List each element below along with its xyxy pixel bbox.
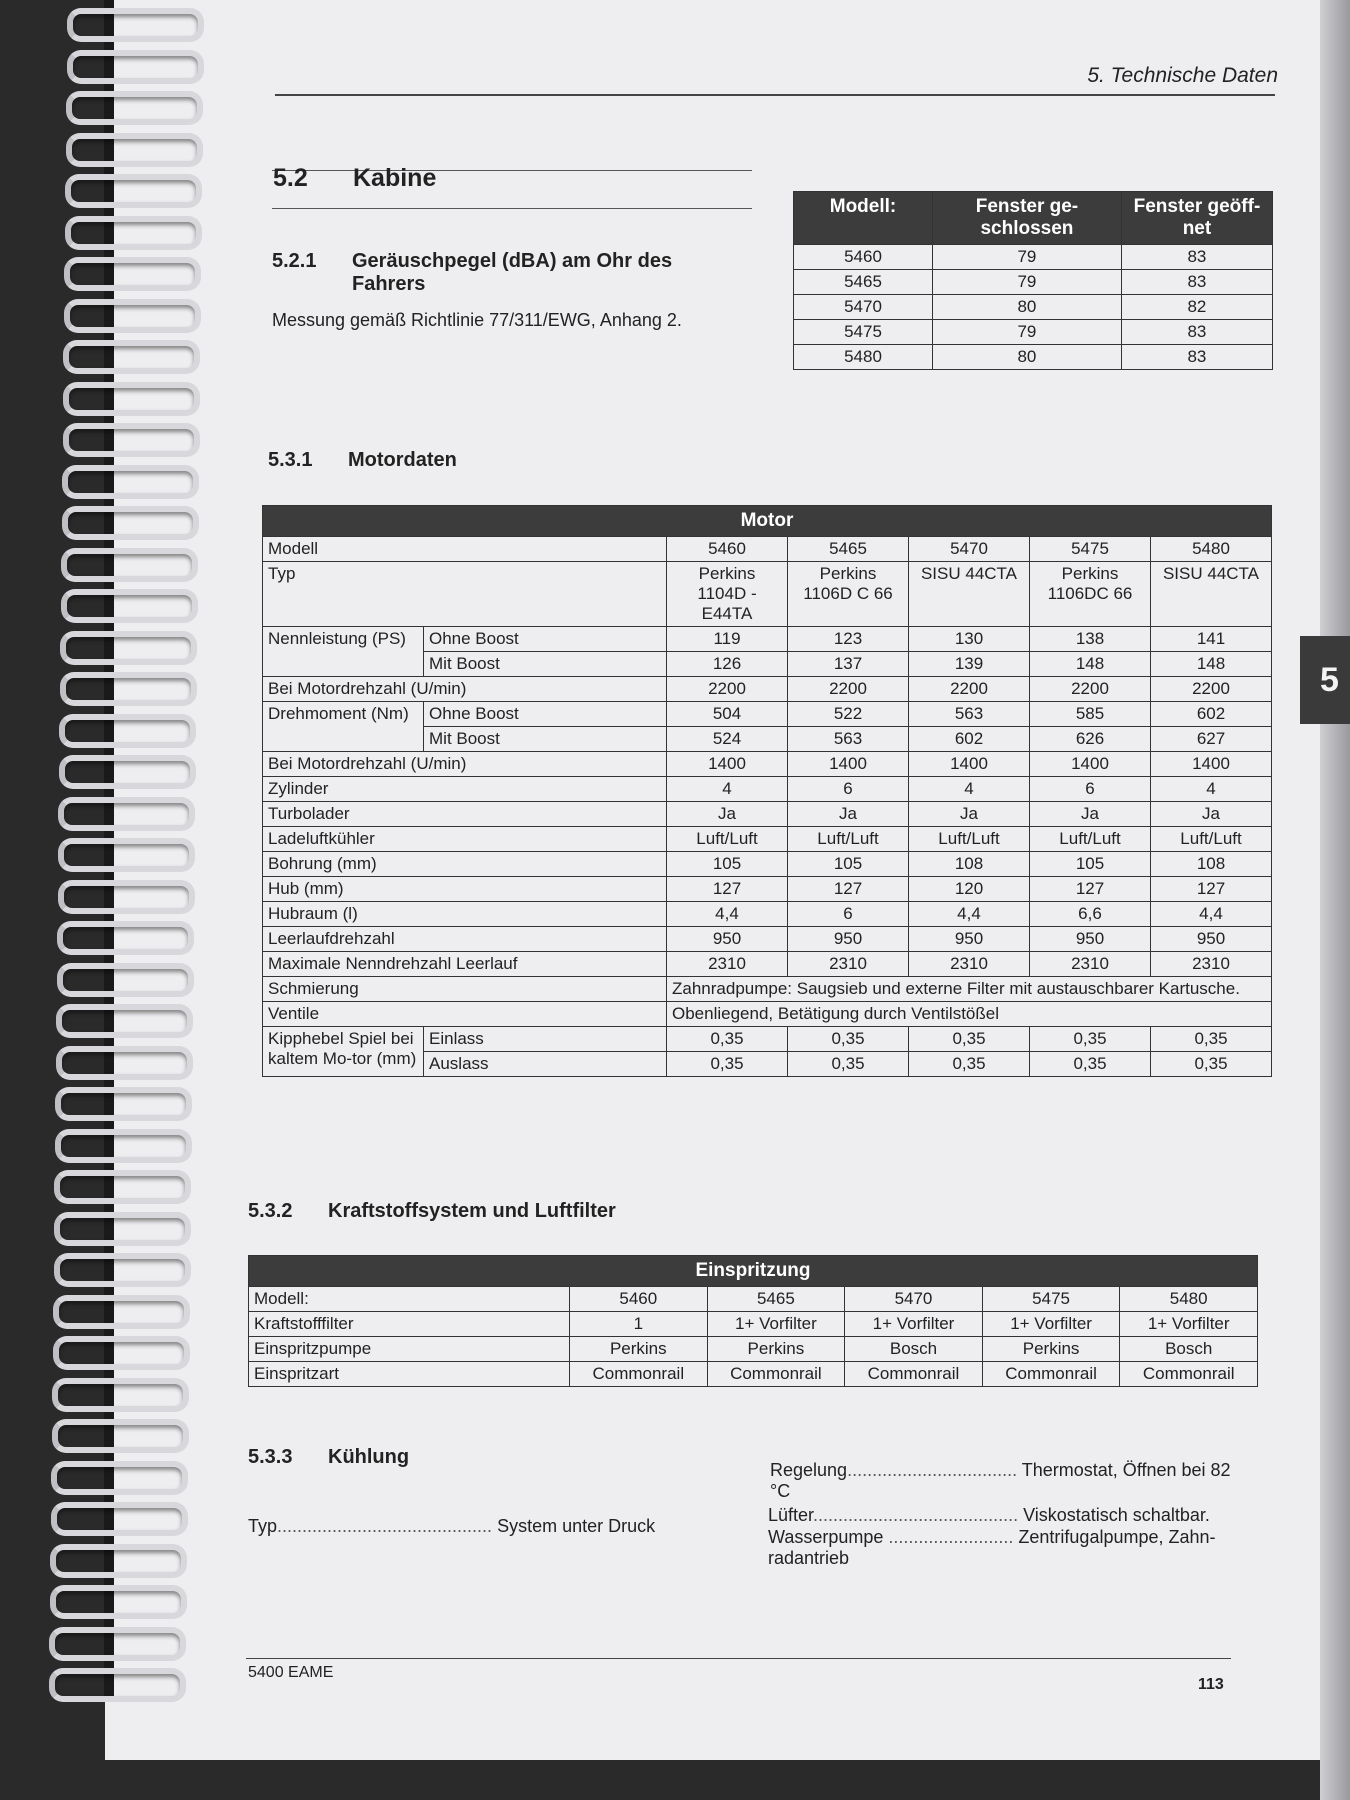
table-cell: 83 — [1121, 245, 1272, 270]
model-cell: 5465 — [788, 537, 909, 562]
table-cell: 5480 — [794, 345, 933, 370]
table-cell: 950 — [909, 927, 1030, 952]
table-cell: 6 — [1030, 777, 1151, 802]
table-cell: 2200 — [1151, 677, 1272, 702]
type-cell: Perkins 1106D C 66 — [788, 562, 909, 627]
spiral-ring — [67, 8, 204, 42]
table-row — [263, 777, 1272, 802]
table-cell: 4,4 — [667, 902, 788, 927]
subsection-title: Geräuschpegel (dBA) am Ohr des Fahrers — [352, 250, 673, 295]
table-cell: 127 — [788, 877, 909, 902]
subsection-heading-532 — [248, 1200, 616, 1223]
table-cell: Commonrail — [982, 1362, 1120, 1387]
spiral-ring — [49, 1668, 186, 1702]
table-cell: 138 — [1030, 627, 1151, 652]
table-cell: 127 — [667, 877, 788, 902]
table-cell: 141 — [1151, 627, 1272, 652]
row-label: Bei Motordrehzahl (U/min) — [263, 752, 667, 777]
row-label: Kraftstofffilter — [249, 1312, 570, 1337]
row-label: Bohrung (mm) — [263, 852, 667, 877]
table-cell: 83 — [1121, 270, 1272, 295]
table-cell: 0,35 — [1030, 1052, 1151, 1077]
regulation-value: Thermostat, Öffnen bei 82 °C — [770, 1460, 1231, 1501]
subsection-number: 5.3.3 — [248, 1446, 293, 1468]
table-cell: 130 — [909, 627, 1030, 652]
table-cell: 80 — [933, 345, 1122, 370]
table-row — [794, 295, 1273, 320]
table-cell: 4 — [667, 777, 788, 802]
pump-label: Wasserpumpe — [768, 1527, 884, 1547]
row-label: Bei Motordrehzahl (U/min) — [263, 677, 667, 702]
table-cell: 950 — [1030, 927, 1151, 952]
table-cell: 2200 — [788, 677, 909, 702]
table-cell: 105 — [667, 852, 788, 877]
spiral-ring — [50, 1544, 187, 1578]
table-cell: 123 — [788, 627, 909, 652]
table-cell: 1400 — [1030, 752, 1151, 777]
injection-table — [248, 1255, 1258, 1387]
spiral-ring — [59, 755, 196, 789]
subsection-heading-533 — [248, 1446, 409, 1469]
spiral-ring — [63, 340, 200, 374]
model-cell: 5460 — [667, 537, 788, 562]
table-cell: 82 — [1121, 295, 1272, 320]
table-row — [263, 677, 1272, 702]
table-cell: 950 — [788, 927, 909, 952]
spiral-ring — [60, 631, 197, 665]
spiral-ring — [58, 838, 195, 872]
table-cell: 0,35 — [788, 1027, 909, 1052]
row-label: Kipphebel Spiel bei kaltem Mo-tor (mm) — [263, 1027, 424, 1077]
table-cell: 5475 — [982, 1287, 1120, 1312]
table-cell: Commonrail — [845, 1362, 983, 1387]
table-cell: Ja — [1151, 802, 1272, 827]
row-label: Drehmoment (Nm) — [263, 702, 424, 752]
chapter-tab: 5 — [1300, 636, 1350, 724]
table-cell: 108 — [909, 852, 1030, 877]
sub-label: Auslass — [424, 1052, 667, 1077]
cooling-type-label: Typ — [248, 1516, 278, 1536]
table-cell: 5465 — [707, 1287, 845, 1312]
table-cell: 504 — [667, 702, 788, 727]
cooling-type-value: System unter Druck — [497, 1516, 656, 1536]
noise-header-closed: Fenster ge-schlossen — [933, 192, 1122, 245]
table-cell: 6 — [788, 777, 909, 802]
row-label: Maximale Nenndrehzahl Leerlauf — [263, 952, 667, 977]
table-cell: 0,35 — [1030, 1027, 1151, 1052]
table-cell: 1+ Vorfilter — [707, 1312, 845, 1337]
table-cell: 6 — [788, 902, 909, 927]
spiral-ring — [58, 880, 195, 914]
valves-value: Obenliegend, Betätigung durch Ventilstößel — [667, 1002, 1272, 1027]
spiral-ring — [56, 1046, 193, 1080]
table-cell: 2310 — [788, 952, 909, 977]
table-cell: 2200 — [909, 677, 1030, 702]
table-row — [263, 752, 1272, 777]
table-cell: 126 — [667, 652, 788, 677]
table-row — [794, 345, 1273, 370]
cooling-regulation: Regelung.................................. Thermostat, Öffnen bei 82 °C — [770, 1460, 1231, 1501]
table-row — [794, 245, 1273, 270]
table-cell: 1400 — [1151, 752, 1272, 777]
footer-model: 5400 EAME — [248, 1664, 334, 1681]
subsection-heading-521 — [272, 250, 742, 296]
row-label: Einspritzpumpe — [249, 1337, 570, 1362]
table-cell: 5470 — [794, 295, 933, 320]
subsection-title: Motordaten — [348, 449, 457, 471]
spiral-ring — [58, 797, 195, 831]
row-label: Ventile — [263, 1002, 667, 1027]
table-cell: Luft/Luft — [1030, 827, 1151, 852]
table-cell: 602 — [1151, 702, 1272, 727]
table-cell: 79 — [933, 270, 1122, 295]
table-row — [263, 877, 1272, 902]
page-number: 113 — [1198, 1676, 1224, 1693]
table-row — [249, 1337, 1258, 1362]
table-cell: 4 — [909, 777, 1030, 802]
measurement-note: Messung gemäß Richtlinie 77/311/EWG, Anhang 2. — [272, 310, 682, 330]
spiral-ring — [65, 216, 202, 250]
spiral-ring — [55, 1129, 192, 1163]
spiral-ring — [54, 1212, 191, 1246]
header-rule — [275, 94, 1275, 96]
type-cell: Perkins 1104D - E44TA — [667, 562, 788, 627]
spiral-ring — [54, 1170, 191, 1204]
motor-table-title: Motor — [263, 506, 1272, 537]
spiral-ring — [52, 1378, 189, 1412]
table-row — [263, 977, 1272, 1002]
table-cell: 5475 — [794, 320, 933, 345]
table-cell: 105 — [788, 852, 909, 877]
table-cell: 1400 — [667, 752, 788, 777]
row-label: Turbolader — [263, 802, 667, 827]
table-cell: Perkins — [707, 1337, 845, 1362]
page-edge — [1320, 0, 1350, 1800]
model-cell: 5480 — [1151, 537, 1272, 562]
spiral-ring — [53, 1336, 190, 1370]
table-cell: 563 — [909, 702, 1030, 727]
row-label: Einspritzart — [249, 1362, 570, 1387]
section-heading — [273, 164, 436, 193]
spiral-ring — [64, 299, 201, 333]
table-cell: 148 — [1030, 652, 1151, 677]
subsection-number: 5.3.2 — [248, 1200, 293, 1222]
spiral-ring — [56, 1004, 193, 1038]
table-row — [263, 562, 1272, 627]
spiral-ring — [63, 423, 200, 457]
subsection-title: Kraftstoffsystem und Luftfilter — [328, 1200, 616, 1222]
table-row — [263, 952, 1272, 977]
table-row — [263, 627, 1272, 652]
table-cell: 79 — [933, 245, 1122, 270]
subsection-title: Kühlung — [328, 1446, 410, 1468]
table-cell: 5480 — [1120, 1287, 1258, 1312]
table-cell: 626 — [1030, 727, 1151, 752]
table-cell: 127 — [1030, 877, 1151, 902]
spiral-binding — [45, 0, 175, 1700]
pump-value: Zentrifugalpumpe, Zahn-radantrieb — [768, 1527, 1216, 1568]
row-label: Typ — [263, 562, 667, 627]
table-cell: Luft/Luft — [1151, 827, 1272, 852]
row-label: Modell: — [249, 1287, 570, 1312]
table-cell: 1400 — [909, 752, 1030, 777]
table-row — [263, 827, 1272, 852]
table-cell: Luft/Luft — [909, 827, 1030, 852]
table-cell: 2200 — [1030, 677, 1151, 702]
spiral-ring — [52, 1419, 189, 1453]
spiral-ring — [55, 1087, 192, 1121]
lubrication-value: Zahnradpumpe: Saugsieb und externe Filter mit austauschbarer Kartusche. — [667, 977, 1272, 1002]
table-cell: 585 — [1030, 702, 1151, 727]
table-cell: 1400 — [788, 752, 909, 777]
spiral-ring — [67, 50, 204, 84]
subsection-heading-531 — [268, 449, 457, 472]
table-cell: 4,4 — [909, 902, 1030, 927]
type-cell: Perkins 1106DC 66 — [1030, 562, 1151, 627]
table-cell: 139 — [909, 652, 1030, 677]
cooling-fan: Lüfter......................................... Viskostatisch schaltbar. — [768, 1505, 1210, 1525]
type-cell: SISU 44CTA — [1151, 562, 1272, 627]
type-cell: SISU 44CTA — [909, 562, 1030, 627]
table-cell: Bosch — [1120, 1337, 1258, 1362]
table-row — [263, 927, 1272, 952]
table-cell: 105 — [1030, 852, 1151, 877]
table-cell: Perkins — [570, 1337, 708, 1362]
table-cell: 2310 — [667, 952, 788, 977]
table-cell: 120 — [909, 877, 1030, 902]
fan-value: Viskostatisch schaltbar. — [1023, 1505, 1210, 1525]
table-cell: Perkins — [982, 1337, 1120, 1362]
table-cell: 1+ Vorfilter — [845, 1312, 983, 1337]
model-cell: 5470 — [909, 537, 1030, 562]
motor-table — [262, 505, 1272, 1077]
table-cell: 0,35 — [667, 1027, 788, 1052]
table-cell: 0,35 — [788, 1052, 909, 1077]
noise-header-model: Modell: — [794, 192, 933, 245]
table-cell: 2200 — [667, 677, 788, 702]
table-cell: 79 — [933, 320, 1122, 345]
table-row — [263, 1027, 1272, 1052]
subsection-number: 5.3.1 — [268, 449, 313, 471]
sub-label: Ohne Boost — [424, 702, 667, 727]
sub-label: Mit Boost — [424, 727, 667, 752]
table-cell: 83 — [1121, 320, 1272, 345]
table-row — [263, 852, 1272, 877]
table-cell: 80 — [933, 295, 1122, 320]
spiral-ring — [57, 921, 194, 955]
spiral-ring — [51, 1461, 188, 1495]
table-cell: Ja — [909, 802, 1030, 827]
row-label: Leerlaufdrehzahl — [263, 927, 667, 952]
table-cell: 2310 — [1030, 952, 1151, 977]
spiral-ring — [57, 963, 194, 997]
table-cell: 0,35 — [667, 1052, 788, 1077]
spiral-ring — [63, 382, 200, 416]
spiral-ring — [66, 91, 203, 125]
table-cell: 5460 — [570, 1287, 708, 1312]
table-cell: 2310 — [1151, 952, 1272, 977]
spiral-ring — [60, 672, 197, 706]
spiral-ring — [65, 174, 202, 208]
table-cell: Luft/Luft — [788, 827, 909, 852]
spiral-ring — [54, 1253, 191, 1287]
spiral-ring — [59, 714, 196, 748]
spiral-ring — [62, 465, 199, 499]
table-cell: 950 — [1151, 927, 1272, 952]
table-cell: 83 — [1121, 345, 1272, 370]
cooling-type: Typ........................................... System unter Druck — [248, 1516, 656, 1536]
table-cell: 0,35 — [909, 1052, 1030, 1077]
row-label: Zylinder — [263, 777, 667, 802]
regulation-label: Regelung — [770, 1460, 848, 1480]
cooling-pump: Wasserpumpe ......................... Zentrifugalpumpe, Zahn-radantrieb — [768, 1527, 1216, 1568]
row-label: Nennleistung (PS) — [263, 627, 424, 677]
table-row — [263, 537, 1272, 562]
model-cell: 5475 — [1030, 537, 1151, 562]
row-label: Schmierung — [263, 977, 667, 1002]
table-cell: Commonrail — [1120, 1362, 1258, 1387]
table-cell: 137 — [788, 652, 909, 677]
table-cell: Commonrail — [707, 1362, 845, 1387]
table-cell: Ja — [667, 802, 788, 827]
spiral-ring — [61, 548, 198, 582]
table-row — [249, 1312, 1258, 1337]
subsection-number: 5.2.1 — [272, 250, 317, 272]
table-cell: 1+ Vorfilter — [1120, 1312, 1258, 1337]
table-cell: 6,6 — [1030, 902, 1151, 927]
sub-label: Mit Boost — [424, 652, 667, 677]
spiral-ring — [64, 257, 201, 291]
table-row — [249, 1287, 1258, 1312]
fan-label: Lüfter — [768, 1505, 814, 1525]
table-row — [249, 1362, 1258, 1387]
table-cell: 1 — [570, 1312, 708, 1337]
table-cell: Ja — [1030, 802, 1151, 827]
table-row — [263, 902, 1272, 927]
sub-label: Einlass — [424, 1027, 667, 1052]
table-cell: 950 — [667, 927, 788, 952]
table-cell: 108 — [1151, 852, 1272, 877]
spiral-ring — [49, 1627, 186, 1661]
table-cell: 4 — [1151, 777, 1272, 802]
section-title: Kabine — [353, 164, 437, 192]
table-cell: Commonrail — [570, 1362, 708, 1387]
table-cell: 602 — [909, 727, 1030, 752]
table-cell: Luft/Luft — [667, 827, 788, 852]
sub-label: Ohne Boost — [424, 627, 667, 652]
row-label: Ladeluftkühler — [263, 827, 667, 852]
table-row — [263, 702, 1272, 727]
table-cell: 148 — [1151, 652, 1272, 677]
spiral-ring — [53, 1295, 190, 1329]
section-number: 5.2 — [273, 164, 308, 192]
spiral-ring — [66, 133, 203, 167]
noise-header-open: Fenster geöff-net — [1121, 192, 1272, 245]
footer-rule — [246, 1658, 1231, 1659]
table-cell: 2310 — [909, 952, 1030, 977]
chapter-title: 5. Technische Daten — [1087, 64, 1278, 87]
table-cell: 4,4 — [1151, 902, 1272, 927]
spiral-ring — [50, 1585, 187, 1619]
table-cell: 1+ Vorfilter — [982, 1312, 1120, 1337]
table-row — [263, 1002, 1272, 1027]
table-row — [794, 320, 1273, 345]
table-cell: 0,35 — [1151, 1027, 1272, 1052]
table-cell: 5465 — [794, 270, 933, 295]
noise-table — [793, 191, 1273, 370]
table-cell: 0,35 — [1151, 1052, 1272, 1077]
table-cell: 127 — [1151, 877, 1272, 902]
row-label: Modell — [263, 537, 667, 562]
table-cell: 5470 — [845, 1287, 983, 1312]
table-cell: Bosch — [845, 1337, 983, 1362]
table-cell: 522 — [788, 702, 909, 727]
table-row — [794, 270, 1273, 295]
table-cell: Ja — [788, 802, 909, 827]
spiral-ring — [51, 1502, 188, 1536]
table-cell: 627 — [1151, 727, 1272, 752]
table-cell: 5460 — [794, 245, 933, 270]
table-cell: 0,35 — [909, 1027, 1030, 1052]
table-cell: 119 — [667, 627, 788, 652]
table-cell: 563 — [788, 727, 909, 752]
injection-table-title: Einspritzung — [249, 1256, 1258, 1287]
table-row — [263, 802, 1272, 827]
section-rule-bottom — [272, 208, 752, 209]
row-label: Hub (mm) — [263, 877, 667, 902]
spiral-ring — [62, 506, 199, 540]
spiral-ring — [61, 589, 198, 623]
table-cell: 524 — [667, 727, 788, 752]
row-label: Hubraum (l) — [263, 902, 667, 927]
